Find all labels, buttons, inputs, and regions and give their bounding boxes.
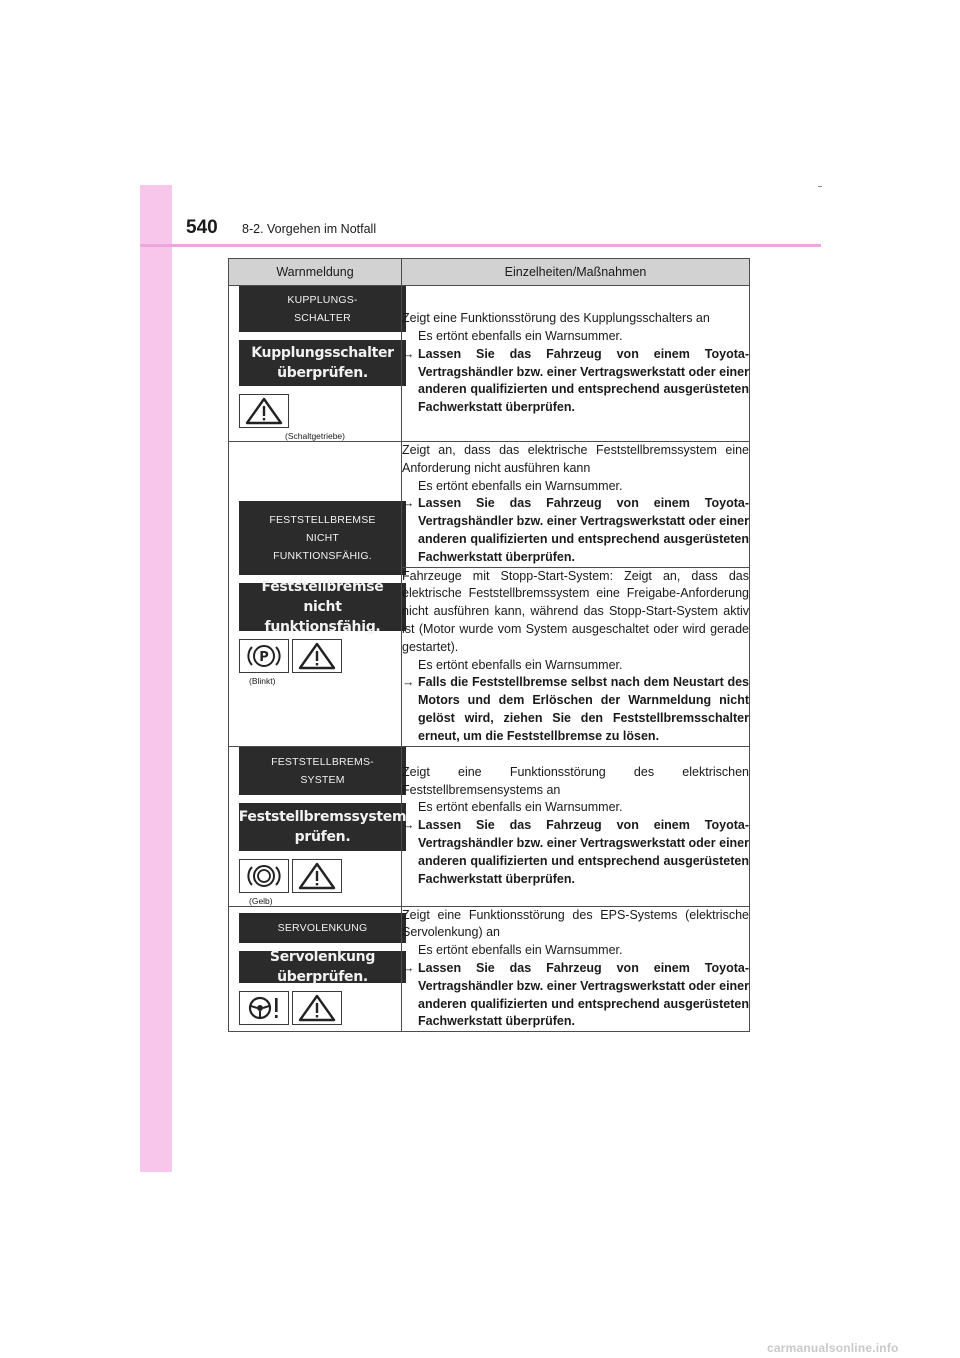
- message-display-lower: Feststellbremse nicht funktionsfähig.: [239, 583, 406, 631]
- warning-triangle-icon: [292, 859, 342, 893]
- arrow-icon: →: [402, 496, 415, 511]
- warning-table: [228, 258, 750, 1032]
- icon-caption: (Gelb): [249, 895, 273, 906]
- crop-mark: [818, 186, 822, 187]
- warning-message-cell: [229, 442, 402, 747]
- note-text: Es ertönt ebenfalls ein Warnsummer.: [418, 800, 623, 815]
- description-text: Fahrzeuge mit Stopp-Start-System: Zeigt an, dass das elektrische Feststellbremssystem eine Freigabe-Anforderung nicht ausführen kann, während das Stopp-Start-System aktiv ist (Motor wurde vom System ausgeschaltet oder wird gerade gestartet).: [402, 568, 749, 654]
- indicator-icons: [239, 991, 401, 1025]
- svg-text:P: P: [259, 650, 269, 666]
- description-text: Zeigt an, dass das elektrische Feststellbremssystem eine Anforderung nicht ausführen kann: [402, 443, 749, 475]
- watermark: carmanualsonline.info: [767, 1341, 899, 1355]
- action-item: [402, 960, 749, 1031]
- details-cell: [402, 906, 750, 1032]
- table-header-row: [229, 259, 750, 286]
- warning-triangle-icon: [292, 639, 342, 673]
- details-cell: [402, 746, 750, 906]
- action-text: Falls die Feststellbremse selbst nach dem Neustart des Motors und dem Erlöschen der Warnmeldung nicht gelöst wird, ziehen Sie den Feststellbremsschalter erneut, um die Feststellbremse zu lösen.: [418, 675, 749, 743]
- action-item: [402, 674, 749, 745]
- arrow-icon: →: [402, 346, 415, 361]
- action-item: [402, 495, 749, 566]
- action-item: [402, 346, 749, 417]
- page-number: 540: [186, 217, 218, 238]
- message-display-upper: FESTSTELLBREMSE NICHT FUNKTIONSFÄHIG.: [239, 501, 406, 575]
- action-text: Lassen Sie das Fahrzeug von einem Toyota-Vertragshändler bzw. einer Vertragswerkstatt oder einer anderen qualifizierten und entsprechend ausgerüsteten Fachwerkstatt überprüfen.: [418, 346, 749, 415]
- note-text: Es ertönt ebenfalls ein Warnsummer.: [418, 657, 623, 672]
- arrow-icon: →: [402, 960, 415, 975]
- warning-message-cell: [229, 906, 402, 1032]
- note-text: Es ertönt ebenfalls ein Warnsummer.: [418, 328, 623, 343]
- action-text: Lassen Sie das Fahrzeug von einem Toyota-Vertragshändler bzw. einer Vertragswerkstatt oder einer anderen qualifizierten und entsprechend ausgerüsteten Fachwerkstatt überprüfen.: [418, 818, 749, 886]
- warning-message-cell: [229, 286, 402, 442]
- note-text: Es ertönt ebenfalls ein Warnsummer.: [418, 478, 623, 493]
- message-display-lower: Servolenkung überprüfen.: [239, 951, 406, 983]
- description-text: Zeigt eine Funktionsstörung des EPS-Systems (elektrische Servolenkung) an: [402, 907, 749, 940]
- chapter-sidebar-tab: [140, 185, 172, 1172]
- brake-system-icon: [239, 859, 289, 893]
- details-cell: [402, 567, 750, 746]
- message-display-lower: Feststellbremssystem prüfen.: [239, 803, 406, 851]
- steering-warning-icon: [239, 991, 289, 1025]
- warning-triangle-icon: [292, 991, 342, 1025]
- description-text: Zeigt eine Funktionsstörung des elektrischen Feststellbremsensystems an: [402, 764, 749, 797]
- table-row: [229, 746, 750, 906]
- indicator-icons: [239, 639, 401, 673]
- arrow-icon: →: [402, 818, 415, 833]
- description-text: Zeigt eine Funktionsstörung des Kupplungsschalters an: [402, 311, 710, 326]
- table-row: [229, 442, 750, 568]
- column-header-warnmeldung: Warnmeldung: [229, 259, 402, 286]
- warning-message-cell: [229, 746, 407, 906]
- action-item: [402, 817, 749, 888]
- action-text: Lassen Sie das Fahrzeug von einem Toyota-Vertragshändler bzw. einer Vertragswerkstatt oder einer anderen qualifizierten und entsprechend ausgerüsteten Fachwerkstatt überprüfen.: [418, 960, 749, 1029]
- warning-triangle-icon: [239, 394, 289, 428]
- message-display-upper: FESTSTELLBREMS- SYSTEM: [239, 747, 406, 795]
- indicator-icons: [239, 394, 401, 428]
- icon-caption: (Blinkt): [249, 676, 276, 687]
- parking-brake-p-icon: [239, 639, 289, 673]
- message-display-upper: KUPPLUNGS- SCHALTER: [239, 286, 406, 332]
- icon-caption: (Schaltgetriebe): [284, 431, 345, 441]
- details-cell: [402, 442, 750, 568]
- indicator-icons: [239, 859, 401, 893]
- section-title: 8-2. Vorgehen im Notfall: [242, 222, 377, 236]
- note-text: Es ertönt ebenfalls ein Warnsummer.: [418, 943, 623, 958]
- details-cell: [402, 286, 750, 442]
- table-row: [229, 906, 750, 1032]
- arrow-icon: →: [402, 675, 415, 690]
- table-row: [229, 286, 750, 442]
- column-header-details: Einzelheiten/Maßnahmen: [402, 259, 750, 286]
- message-display-upper: SERVOLENKUNG: [239, 913, 406, 943]
- message-display-lower: Kupplungsschalter überprüfen.: [239, 340, 406, 386]
- action-text: Lassen Sie das Fahrzeug von einem Toyota-Vertragshändler bzw. einer Vertragswerkstatt oder einer anderen qualifizierten und entsprechend ausgerüsteten Fachwerkstatt überprüfen.: [418, 496, 749, 564]
- header-rule: [140, 244, 821, 247]
